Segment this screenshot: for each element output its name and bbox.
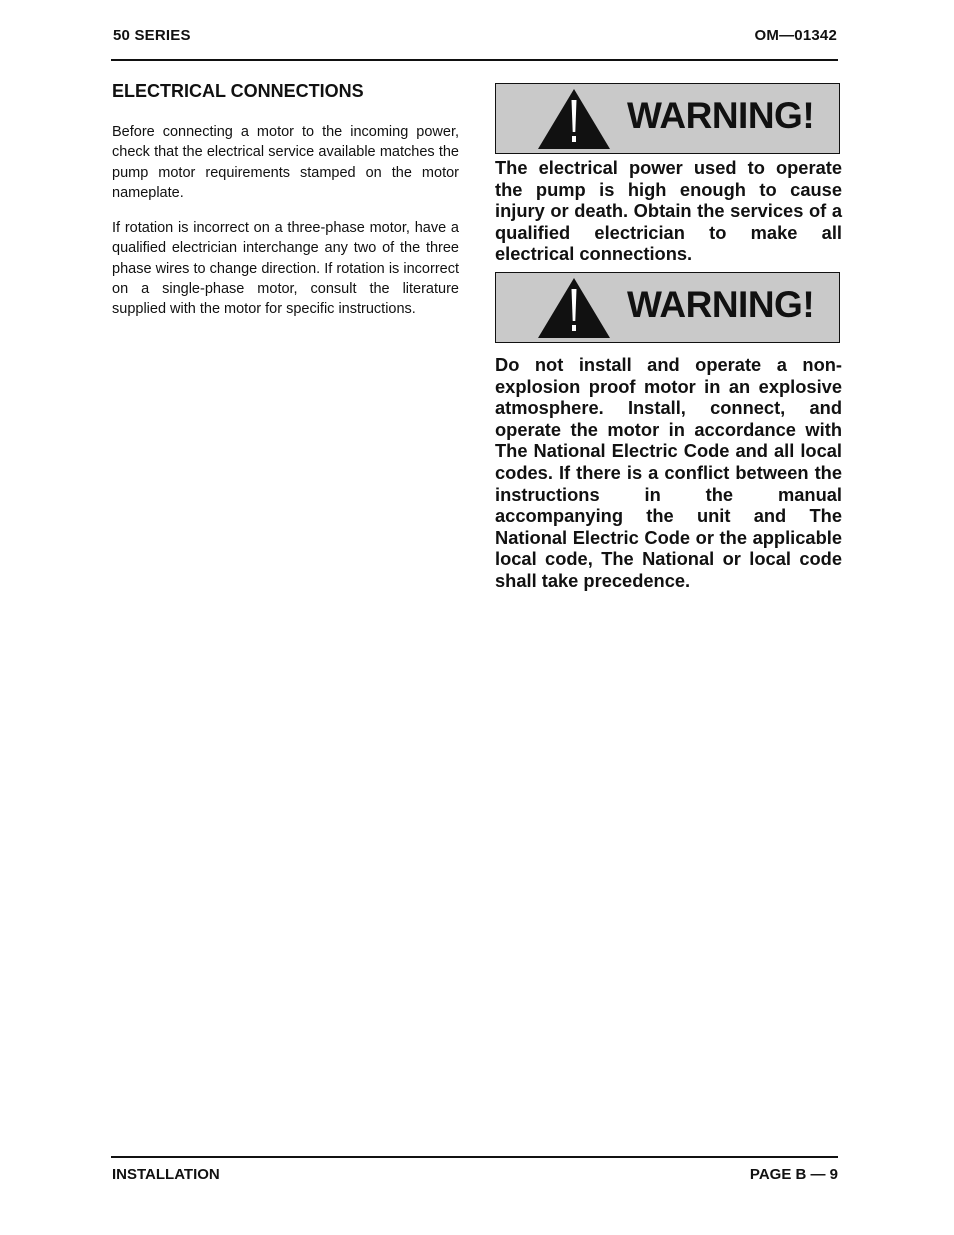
warning-title-2: WARNING! — [627, 283, 815, 325]
warnings-column — [495, 83, 842, 592]
warning-banner-1 — [495, 83, 840, 154]
footer-rule — [111, 1156, 838, 1158]
header-series: 50 SERIES — [113, 27, 191, 44]
paragraph-rotation: If rotation is incorrect on a three-phase motor, have a qualified electrician interchange any two of the three phase wires to change direction. If rotation is incorrect on a single-phase motor, consult the literature supplied with the motor for specific instructions. — [112, 220, 459, 318]
paragraph-power-check: Before connecting a motor to the incoming power, check that the electrical service available matches the pump motor requirements stamped on the motor nameplate. — [112, 124, 459, 201]
warning-text-2: Do not install and operate a non-explosion proof motor in an explosive atmosphere. Install, connect, and operate the motor in accordance with The National Electric Code and all local codes. If there is a conflict between the instructions in the manual accompanying the unit and The National Electric Code or the applicable local code, The National or local code shall take precedence. — [495, 353, 842, 591]
warning-text-1: The electrical power used to operate the pump is high enough to cause injury or death. Obtain the services of a qualified electrician to make all electrical connections. — [495, 157, 842, 265]
footer-section-name: INSTALLATION — [112, 1166, 220, 1183]
warning-triangle-icon — [537, 277, 611, 339]
warning-title-1: WARNING! — [627, 95, 815, 136]
warning-banner-2 — [495, 272, 840, 343]
section-heading: ELECTRICAL CONNECTIONS — [112, 81, 364, 101]
header-rule — [111, 59, 838, 61]
footer-page-number: PAGE B — 9 — [749, 1166, 838, 1183]
electrical-connections-section — [112, 80, 459, 335]
header-doc-number: OM—01342 — [754, 27, 837, 44]
warning-triangle-icon — [537, 88, 611, 150]
